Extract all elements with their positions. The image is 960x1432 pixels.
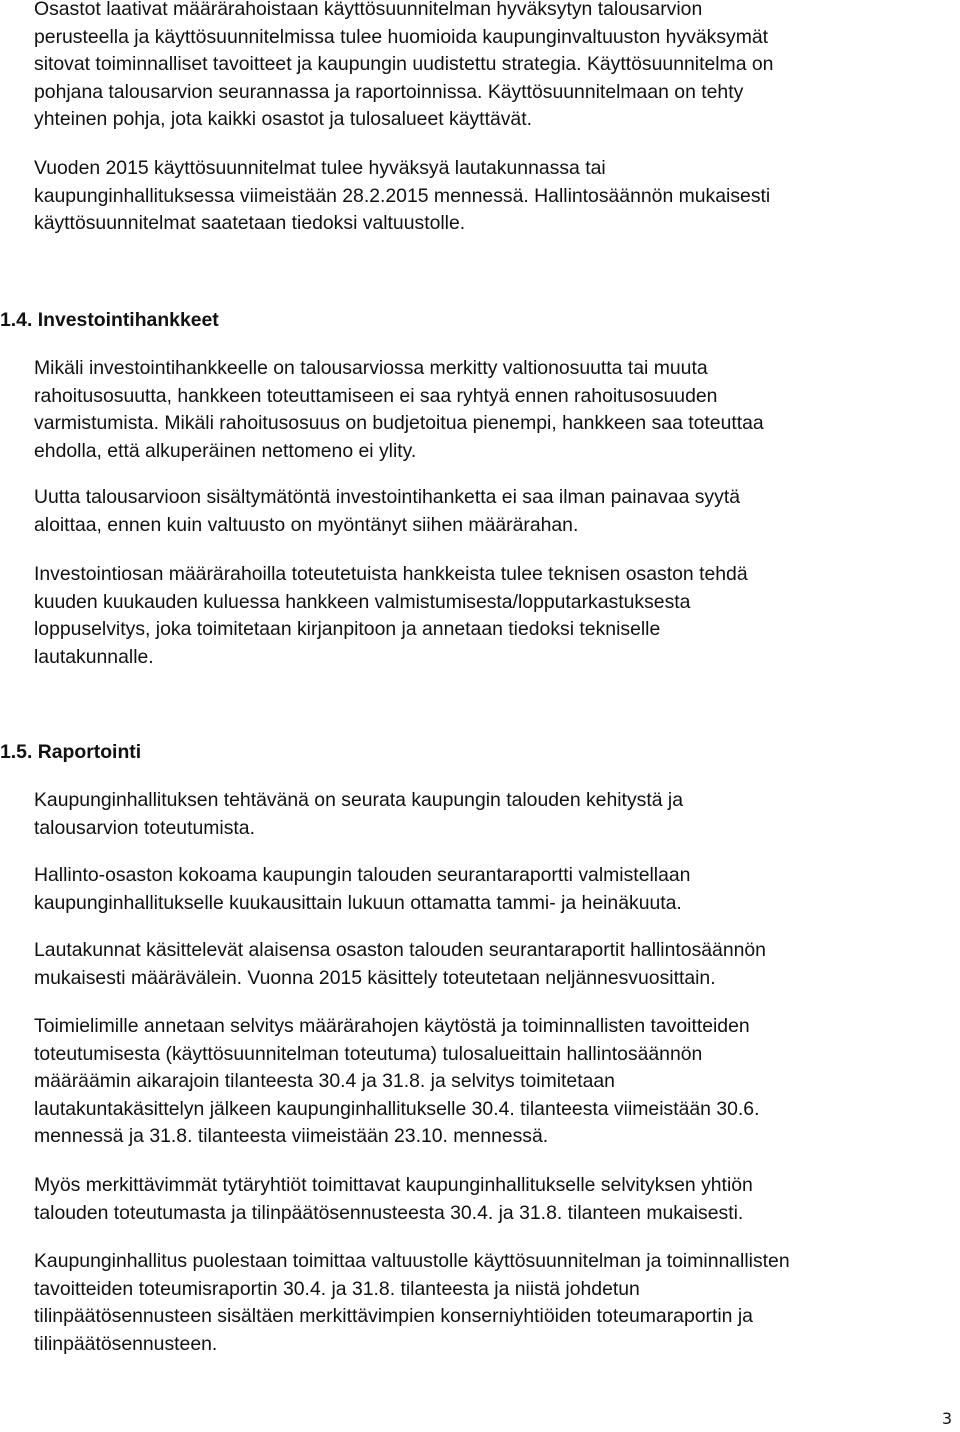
section-heading-investments: 1.4. Investointihankkeet (0, 309, 219, 331)
page-number: 3 (941, 1409, 952, 1428)
text-line: mennessä ja 31.8. tilanteesta viimeistään 23.10. mennessä. (34, 1125, 549, 1148)
text-line: Lautakunnat käsittelevät alaisensa osaston talouden seurantaraportit hallintosäännön (34, 939, 766, 961)
text-line: kaupunginhallitukselle kuukausittain lukuun ottamatta tammi- ja heinäkuuta. (34, 891, 682, 914)
text-line: Investointiosan määrärahoilla toteutetuista hankkeista tulee teknisen osaston tehdä (34, 563, 748, 585)
text-line: perusteella ja käyttösuunnitelmissa tulee huomioida kaupunginvaltuuston hyväksymät (34, 25, 769, 48)
text-line: määräämin aikarajoin tilanteesta 30.4 ja 31.8. ja selvitys toimitetaan (34, 1070, 615, 1093)
text-line: tavoitteiden toteumisraportin 30.4. ja 31.8. tilanteesta ja niistä johdetun (34, 1277, 640, 1300)
paragraph-budget-plan (34, 0, 773, 134)
paragraph-state-funding (34, 355, 764, 465)
text-line: ehdolla, että alkuperäinen nettomeno ei ylity. (34, 439, 417, 462)
paragraph-committees-quarterly (34, 937, 766, 992)
paragraph-final-report (34, 561, 748, 671)
text-line: kaupunginhallituksessa viimeistään 28.2.2015 mennessä. Hallintosäännön mukaisesti (34, 184, 771, 207)
text-line: Kaupunginhallitus puolestaan toimittaa valtuustolle käyttösuunnitelman ja toiminnallisten (34, 1250, 790, 1272)
paragraph-subsidiaries (34, 1172, 753, 1227)
text-line: Toimielimille annetaan selvitys määrärahojen käytöstä ja toiminnallisten tavoitteiden (34, 1015, 750, 1037)
text-line: Osastot laativat määrärahoistaan käyttösuunnitelman hyväksytyn talousarvion (34, 0, 703, 20)
text-line: loppuselvitys, joka toimitetaan kirjanpitoon ja annetaan tiedoksi tekniselle (34, 618, 661, 641)
text-line: tilinpäätösennusteen. (34, 1332, 218, 1355)
text-line: sitovat toiminnalliset tavoitteet ja kaupungin uudistettu strategia. Käyttösuunnitelma on (34, 53, 774, 76)
text-line: Vuoden 2015 käyttösuunnitelmat tulee hyväksyä lautakunnassa tai (34, 157, 606, 179)
paragraph-new-investments (34, 484, 740, 539)
paragraph-city-board-duty (34, 787, 683, 842)
text-line: lautakuntakäsittelyn jälkeen kaupunginhallitukselle 30.4. tilanteesta viimeistään 30.6. (34, 1097, 760, 1120)
text-line: Kaupunginhallituksen tehtävänä on seurata kaupungin talouden kehitystä ja (34, 789, 683, 811)
text-line: Uutta talousarvioon sisältymätöntä investointihanketta ei saa ilman painavaa syytä (34, 486, 740, 508)
text-line: Mikäli investointihankkeelle on talousarviossa merkitty valtionosuutta tai muuta (34, 357, 708, 379)
text-line: talousarvion toteutumista. (34, 816, 255, 839)
text-line: mukaisesti määrävälein. Vuonna 2015 käsittely toteutetaan neljännesvuosittain. (34, 966, 716, 989)
text-line: lautakunnalle. (34, 645, 154, 668)
text-line: toteutumisesta (käyttösuunnitelman toteutuma) tulosalueittain hallintosäännön (34, 1042, 703, 1065)
text-line: talouden toteutumasta ja tilinpäätösennusteesta 30.4. ja 31.8. tilanteen mukaisesti. (34, 1201, 744, 1224)
paragraph-monthly-report (34, 862, 690, 917)
text-line: tilinpäätösennusteen sisältäen merkittävimpien konserniyhtiöiden toteumaraportin ja (34, 1305, 753, 1328)
text-line: Hallinto-osaston kokoama kaupungin talouden seurantaraportti valmistellaan (34, 864, 691, 886)
text-line: käyttösuunnitelmat saatetaan tiedoksi valtuustolle. (34, 212, 466, 235)
text-line: pohjana talousarvion seurannassa ja raportoinnissa. Käyttösuunnitelmaan on tehty (34, 80, 744, 103)
paragraph-bodies-appropriations (34, 1013, 759, 1151)
text-line: yhteinen pohja, jota kaikki osastot ja tulosalueet käyttävät. (34, 108, 532, 131)
text-line: aloittaa, ennen kuin valtuusto on myöntänyt siihen määrärahan. (34, 513, 579, 536)
text-line: varmistumista. Mikäli rahoitusosuus on budjetoitua pienempi, hankkeen saa toteuttaa (34, 412, 764, 435)
text-line: Myös merkittävimmät tytäryhtiöt toimittavat kaupunginhallitukselle selvityksen yhtiön (34, 1174, 753, 1196)
paragraph-council-report (34, 1248, 790, 1358)
section-heading-reporting: 1.5. Raportointi (0, 741, 142, 763)
text-line: rahoitusosuutta, hankkeen toteuttamiseen ei saa ryhtyä ennen rahoitusosuuden (34, 384, 718, 407)
text-line: kuuden kuukauden kuluessa hankkeen valmistumisesta/lopputarkastuksesta (34, 590, 691, 613)
paragraph-approval-deadline (34, 155, 770, 238)
